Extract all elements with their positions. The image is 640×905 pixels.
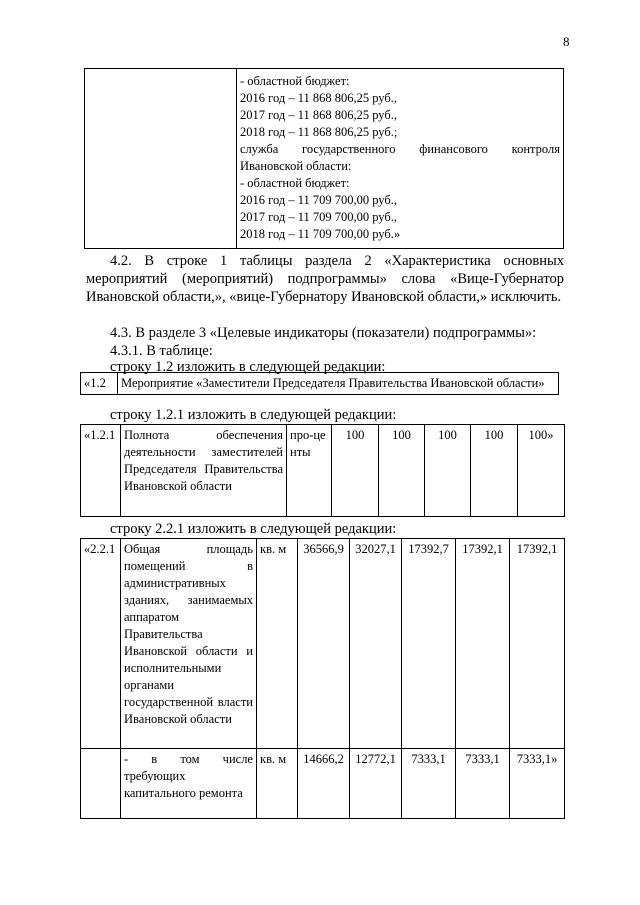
sub-indicator-name: - в том числе требующих капитального ремонта [121,749,257,819]
indicator-name: Полнота обеспечения деятельности заместителей Председателя Правительства Ивановской области [121,425,287,517]
budget-line: 2018 год – 11 868 806,25 руб.; [240,125,398,139]
value-cell: 7333,1 [456,749,510,819]
budget-line: - областной бюджет: [240,176,350,190]
budget-line: - областной бюджет: [240,74,350,88]
budget-continuation-table [84,68,564,249]
row-2-2-1-table [80,538,565,819]
row-1-2-1-table [80,424,565,517]
budget-line: Ивановской области: [240,159,352,173]
value-cell: 100 [379,425,425,517]
value-cell: 17392,7 [402,539,456,749]
budget-line: 2016 год – 11 868 806,25 руб., [240,91,398,105]
row-number: «1.2.1 [81,425,121,517]
empty-cell [85,69,237,249]
paragraph-4-3: 4.3. В разделе 3 «Целевые индикаторы (показатели) подпрограммы»: [110,325,537,341]
row-number: «2.2.1 [81,539,121,749]
value-cell: 14666,2 [298,749,350,819]
row-2-2-1-intro: строку 2.2.1 изложить в следующей редакции: [110,521,397,537]
value-cell: 100 [425,425,471,517]
paragraph-4-2: 4.2. В строке 1 таблицы раздела 2 «Характеристика основных мероприятий (мероприятий) подпрограммы» слова «Вице-Губернатор Ивановской области,», «вице-Губернатору Ивановской области,» исключить. [86,253,564,305]
paragraph-4-3-1: 4.3.1. В таблице: [110,343,213,359]
budget-line: служба государственного финансового контроля [240,142,560,156]
row-text: Мероприятие «Заместители Председателя Правительства Ивановской области» [118,373,559,395]
row-1-2-table [80,372,559,395]
value-cell: 12772,1 [350,749,402,819]
row-1-2-1-intro: строку 1.2.1 изложить в следующей редакции: [110,407,397,423]
value-cell: 100 [471,425,518,517]
value-cell: 7333,1» [510,749,565,819]
unit: про-центы [287,425,332,517]
empty-cell [81,749,121,819]
value-cell: 7333,1 [402,749,456,819]
value-cell: 17392,1 [510,539,565,749]
row-number: «1.2 [81,373,118,395]
row-1-2-intro: строку 1.2 изложить в следующей редакции: [110,359,386,375]
value-cell: 100» [518,425,565,517]
budget-line: 2018 год – 11 709 700,00 руб.» [240,227,401,241]
unit: кв. м [257,749,298,819]
budget-line: 2017 год – 11 709 700,00 руб., [240,210,398,224]
page-number: 8 [563,34,570,49]
value-cell: 100 [332,425,379,517]
indicator-name: Общая площадь помещений в административных зданиях, занимаемых аппаратом Правительства Ивановской области и исполнительными органами государственной власти Ивановской области [121,539,257,749]
budget-line: 2017 год – 11 868 806,25 руб., [240,108,398,122]
unit: кв. м [257,539,298,749]
value-cell: 36566,9 [298,539,350,749]
budget-line: 2016 год – 11 709 700,00 руб., [240,193,398,207]
budget-text-cell [237,69,564,249]
value-cell: 17392,1 [456,539,510,749]
value-cell: 32027,1 [350,539,402,749]
